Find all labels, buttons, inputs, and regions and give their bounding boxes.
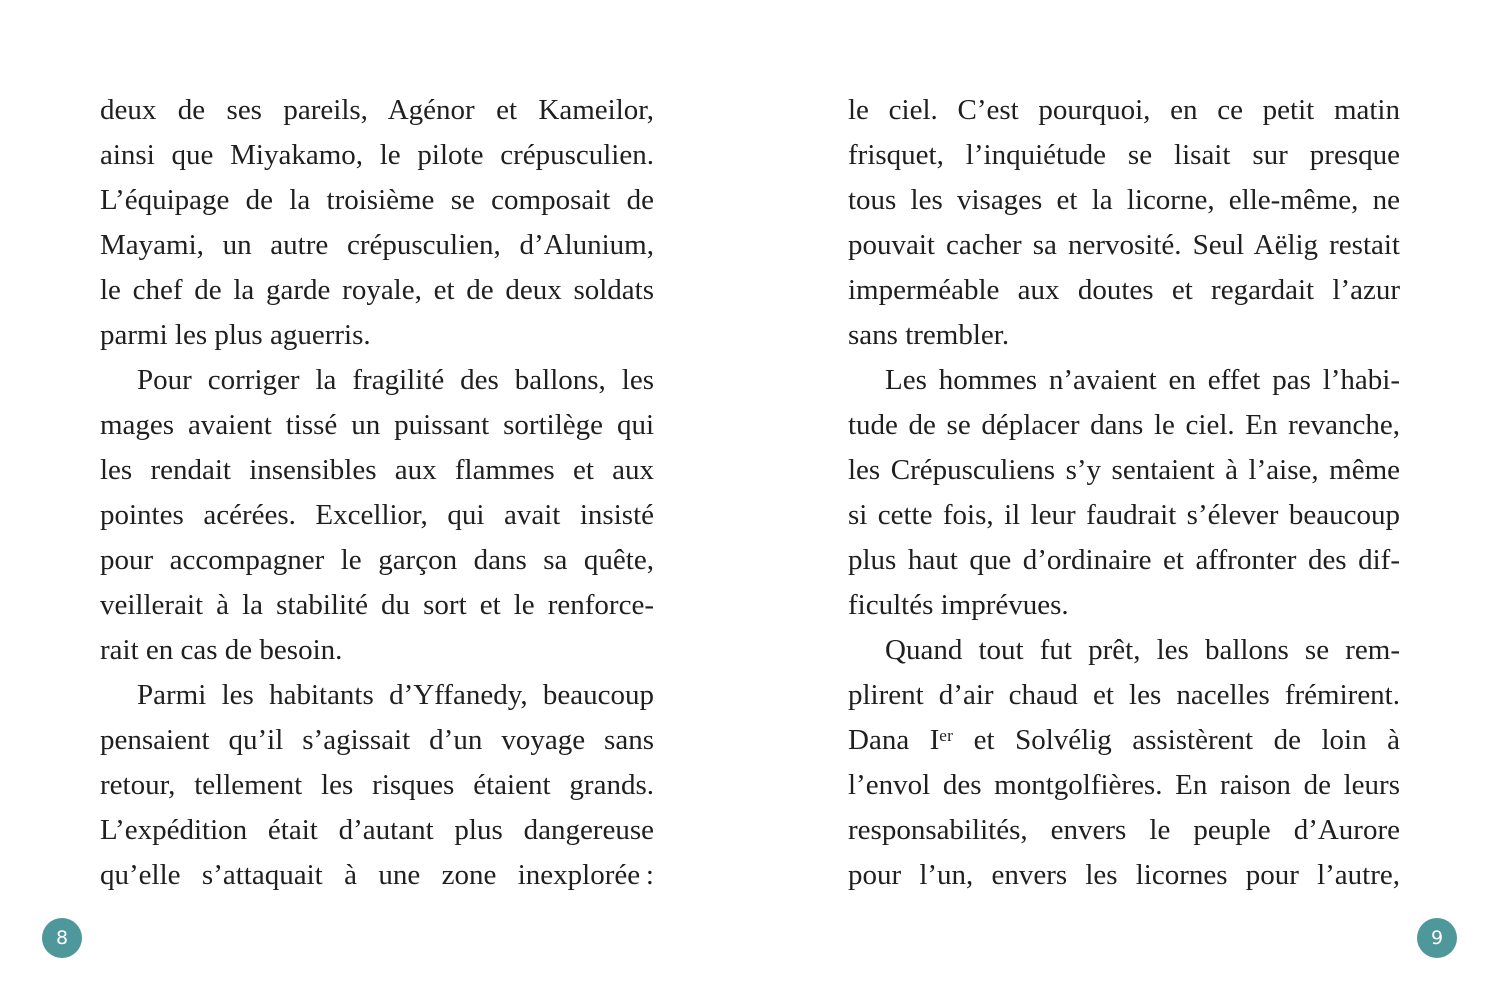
- text-line: ainsi que Miyakamo, le pilote crépusculien.: [100, 139, 654, 171]
- text-line: ficultés imprévues.: [848, 589, 1069, 621]
- text-line: l’envol des montgolfières. En raison de leurs: [848, 769, 1400, 801]
- text-line: responsabilités, envers le peuple d’Aurore: [848, 814, 1400, 846]
- text-line: si cette fois, il leur faudrait s’élever beaucoup: [848, 499, 1400, 531]
- text-line: Pour corriger la fragilité des ballons, les: [137, 364, 654, 396]
- text-line: pointes acérées. Excellior, qui avait insisté: [100, 499, 654, 531]
- text-line: plirent d’air chaud et les nacelles frémirent.: [848, 679, 1400, 711]
- text-line: Dana Iᵉʳ et Solvélig assistèrent de loin à: [848, 724, 1400, 756]
- text-line: Mayami, un autre crépusculien, d’Alunium,: [100, 229, 654, 261]
- text-line: L’expédition était d’autant plus dangereuse: [100, 814, 654, 846]
- text-line: rait en cas de besoin.: [100, 634, 343, 666]
- right-page-text: [848, 88, 1400, 898]
- text-line: pour accompagner le garçon dans sa quête,: [100, 544, 654, 576]
- text-line: pouvait cacher sa nervosité. Seul Aëlig restait: [848, 229, 1400, 261]
- text-line: retour, tellement les risques étaient grands.: [100, 769, 654, 801]
- text-line: Les hommes n’avaient en effet pas l’habi-: [885, 364, 1400, 396]
- text-line: plus haut que d’ordinaire et affronter des dif-: [848, 544, 1400, 576]
- text-line: imperméable aux doutes et regardait l’azur: [848, 274, 1400, 306]
- right-page-number: 9: [1430, 926, 1444, 949]
- right-page-number-badge: [1417, 918, 1457, 958]
- text-line: les Crépusculiens s’y sentaient à l’aise, même: [848, 454, 1400, 486]
- text-line: le chef de la garde royale, et de deux soldats: [100, 274, 654, 306]
- text-line: Quand tout fut prêt, les ballons se rem-: [885, 634, 1400, 666]
- text-line: pour l’un, envers les licornes pour l’autre,: [848, 859, 1400, 891]
- text-line: sans trembler.: [848, 319, 1010, 351]
- left-page-text: [100, 88, 654, 898]
- text-line: qu’elle s’attaquait à une zone inexplorée :: [100, 859, 654, 891]
- text-line: mages avaient tissé un puissant sortilège qui: [100, 409, 654, 441]
- text-line: deux de ses pareils, Agénor et Kameilor,: [100, 94, 654, 126]
- left-page-number: 8: [55, 926, 69, 949]
- text-line: parmi les plus aguerris.: [100, 319, 371, 351]
- text-line: tous les visages et la licorne, elle-même, ne: [848, 184, 1400, 216]
- text-line: Parmi les habitants d’Yffanedy, beaucoup: [137, 679, 654, 711]
- text-line: pensaient qu’il s’agissait d’un voyage sans: [100, 724, 654, 756]
- text-line: les rendait insensibles aux flammes et aux: [100, 454, 654, 486]
- left-page-number-badge: [42, 918, 82, 958]
- text-line: tude de se déplacer dans le ciel. En revanche,: [848, 409, 1400, 441]
- text-line: le ciel. C’est pourquoi, en ce petit matin: [848, 94, 1400, 126]
- text-line: L’équipage de la troisième se composait de: [100, 184, 654, 216]
- text-line: veillerait à la stabilité du sort et le renforce-: [100, 589, 654, 621]
- text-line: frisquet, l’inquiétude se lisait sur presque: [848, 139, 1400, 171]
